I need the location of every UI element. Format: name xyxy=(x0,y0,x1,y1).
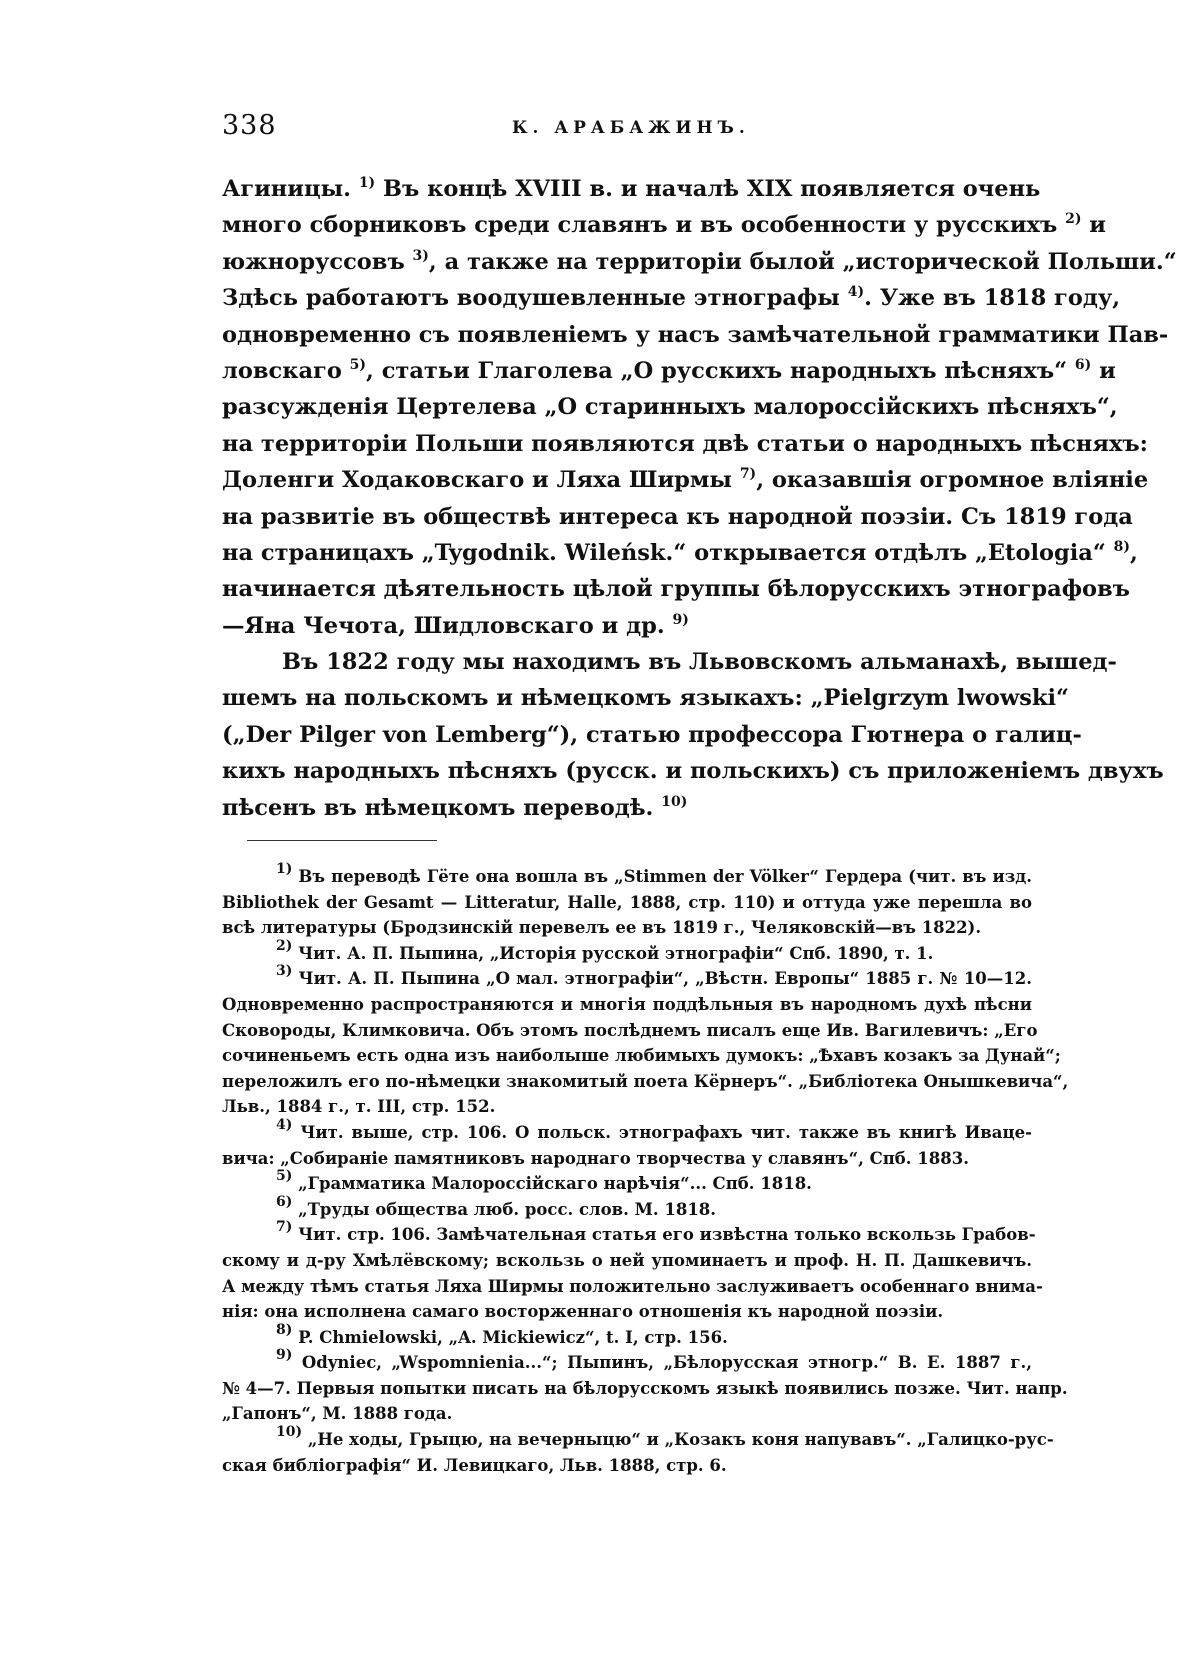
footnote-marker: 4) xyxy=(276,1116,293,1133)
footnote-marker: 1) xyxy=(276,861,293,877)
text-run: шемъ на польскомъ и нѣмецкомъ языкахъ: „Pielgrzym lwowski“ xyxy=(222,685,1069,712)
text-run: всѣ литературы (Бродзинскій перевелъ ее въ 1819 г., Челяковскій—въ 1822). xyxy=(222,918,982,938)
text-run: пѣсенъ въ нѣмецкомъ переводѣ. xyxy=(222,794,662,821)
text-line xyxy=(222,244,1177,280)
footnote-marker: 3) xyxy=(276,963,293,980)
text-line xyxy=(222,280,1121,316)
text-line xyxy=(222,171,1041,207)
footnote-marker: 8) xyxy=(1113,538,1131,555)
footnote-line xyxy=(222,963,1032,992)
text-run: Въ 1822 году мы находимъ въ Львовскомъ альманахѣ, вышед- xyxy=(282,649,1117,676)
footnote-line xyxy=(222,1043,1061,1069)
text-run: , а также на территоріи былой „исторической Польши.“ xyxy=(428,248,1177,275)
text-run: много сборниковъ среди славянъ и въ особенности у русскихъ xyxy=(222,212,1066,239)
footnote-marker: 10) xyxy=(276,1424,303,1441)
text-line xyxy=(222,644,1117,680)
footnote-marker: 6) xyxy=(276,1193,293,1210)
text-line xyxy=(222,207,1106,243)
footnote-marker: 1) xyxy=(358,175,376,191)
text-run: , статьи Глаголева „О русскихъ народныхъ пѣсняхъ“ xyxy=(366,357,1075,384)
text-line xyxy=(222,790,1032,826)
text-run: Чит. выше, стр. 106. О польск. этнографахъ чит. также въ книгѣ Иваце- xyxy=(292,1122,1032,1142)
text-run: Доленги Ходаковскаго и Ляха Ширмы xyxy=(222,467,740,494)
text-line xyxy=(222,680,1069,716)
footnote-line xyxy=(222,861,1032,890)
footnote-line xyxy=(222,1347,1032,1376)
text-run: ская библіографія“ И. Левицкаго, Льв. 1888, стр. 6. xyxy=(222,1455,727,1475)
text-line xyxy=(222,317,1169,353)
text-run: на страницахъ „Tygodnik. Wileńsk.“ открывается отдѣлъ „Etologia“ xyxy=(222,539,1114,566)
footnote-marker: 2) xyxy=(1065,211,1082,228)
text-run: —Яна Чечота, Шидловскаго и др. xyxy=(222,612,673,639)
text-line xyxy=(222,499,1133,535)
text-run: „Труды общества люб. росс. слов. М. 1818. xyxy=(292,1199,717,1219)
footnote-marker: 9) xyxy=(672,611,689,628)
text-run: Въ концѣ XVIII в. и началѣ XIX появляется очень xyxy=(375,176,1041,202)
text-line xyxy=(222,571,1130,607)
text-run: на территоріи Польши появляются двѣ статьи о народныхъ пѣсняхъ: xyxy=(222,430,1148,457)
page-header xyxy=(222,110,1032,150)
footnote-line xyxy=(222,1321,1032,1351)
footnote-line xyxy=(222,1018,1038,1044)
text-line xyxy=(222,353,1116,389)
footnote-line xyxy=(222,937,1032,967)
text-run: южноруссовъ xyxy=(222,248,413,275)
text-run: Одновременно распространяются и многія поддѣльныя въ народномъ духѣ пѣсни xyxy=(222,994,1032,1014)
text-run: Чит. А. П. Пыпина, „Исторія русской этнографіи“ Спб. 1890, т. 1. xyxy=(292,943,934,963)
footnote-marker: 7) xyxy=(276,1219,293,1236)
text-run: и xyxy=(1081,212,1106,239)
footnote-line xyxy=(222,1116,1032,1146)
footnote-line xyxy=(222,1376,1068,1402)
text-run: P. Chmielowski, „A. Mickiewicz“, t. I, стр. 156. xyxy=(292,1327,728,1347)
text-run: Bibliothek der Gesamt — Litteratur, Halle, 1888, стр. 110) и оттуда уже перешла во xyxy=(222,892,1032,912)
text-line xyxy=(222,426,1148,462)
text-line xyxy=(222,462,1149,498)
text-run: „Не ходы, Грыцю, на вечерныцю“ и „Козакъ коня напувавъ“. „Галицко-рус- xyxy=(302,1430,1054,1450)
footnote-marker: 9) xyxy=(276,1347,293,1364)
text-run: Сковороды, Климковича. Объ этомъ послѣднемъ писалъ еще Ив. Вагилевичъ: „Его xyxy=(222,1020,1038,1040)
footnote-line xyxy=(222,1094,1032,1120)
text-run: и xyxy=(1091,357,1116,384)
text-run: . Уже въ 1818 году, xyxy=(864,285,1121,312)
footnote-line xyxy=(222,1069,1069,1095)
footnote-line xyxy=(222,1219,1036,1248)
text-run: вича: „Собираніе памятниковъ народнаго творчества у славянъ“, Спб. 1883. xyxy=(222,1148,969,1168)
text-line xyxy=(222,389,1118,425)
text-run: Чит. стр. 106. Замѣчательная статья его извѣстна только вскользь Грабов- xyxy=(292,1225,1036,1245)
text-line xyxy=(222,535,1138,571)
text-run: Въ переводѣ Гёте она вошла въ „Stimmen der Völker“ Гердера (чит. въ изд. xyxy=(292,867,1032,886)
footnote-line xyxy=(222,1146,1032,1172)
footnote-line xyxy=(222,1248,1032,1274)
footnote-divider xyxy=(247,840,437,841)
footnote-marker: 3) xyxy=(412,247,429,264)
text-run: Чит. А. П. Пыпина „О мал. этнографіи“, „Вѣстн. Европы“ 1885 г. № 10—12. xyxy=(292,969,1032,989)
text-run: („Der Pilger von Lemberg“), статью профессора Гютнера о галиц- xyxy=(222,721,1082,748)
text-run: „Грамматика Малороссійскаго нарѣчія“... Спб. 1818. xyxy=(292,1174,812,1194)
text-run: Агиницы. xyxy=(222,176,359,202)
text-line xyxy=(222,753,1164,789)
footnote-line xyxy=(222,915,1032,941)
footnote-line xyxy=(222,1299,1032,1325)
page-number: 338 xyxy=(222,110,277,141)
text-run: , xyxy=(1130,539,1138,566)
footnote-line xyxy=(222,1193,1032,1223)
footnote-marker: 2) xyxy=(276,937,293,954)
text-run: Odyniec, „Wspomnienia...“; Пыпинъ, „Бѣлорусская этногр.“ В. Е. 1887 г., xyxy=(292,1353,1032,1373)
text-run: Льв., 1884 г., т. III, стр. 152. xyxy=(222,1097,496,1117)
footnote-line xyxy=(222,1453,1032,1479)
main-text xyxy=(222,171,1177,826)
footnote-marker: 5) xyxy=(349,356,367,373)
text-run: на развитіе въ обществѣ интереса къ народной поэзіи. Съ 1819 года xyxy=(222,503,1133,530)
text-run: кихъ народныхъ пѣсняхъ (русск. и польскихъ) съ приложеніемъ двухъ xyxy=(222,758,1164,785)
footnote-marker: 6) xyxy=(1074,356,1092,373)
text-run: , оказавшія огромное вліяніе xyxy=(756,467,1149,494)
footnote-line xyxy=(222,890,1032,916)
footnote-line xyxy=(222,992,1032,1018)
text-run: одновременно съ появленіемъ у насъ замѣчательной грамматики Пав- xyxy=(222,321,1169,348)
footnote-line xyxy=(222,1424,1054,1453)
footnote-marker: 4) xyxy=(847,284,865,301)
footnote-marker: 7) xyxy=(739,466,757,483)
text-line xyxy=(222,717,1082,753)
text-run: нія: она исполнена самаго восторженнаго отношенія къ народной поэзіи. xyxy=(222,1302,944,1322)
text-run: А между тѣмъ статья Ляха Ширмы положительно заслуживаетъ особеннаго внима- xyxy=(222,1276,1043,1296)
text-line xyxy=(222,608,1032,644)
text-run: сочиненьемъ есть одна изъ наиболыше любимыхъ думокъ: „Ѣхавъ козакъ за Дунай“; xyxy=(222,1046,1061,1066)
text-run: ловскаго xyxy=(222,357,350,384)
footnotes xyxy=(222,861,1069,1478)
footnote-marker: 8) xyxy=(276,1321,293,1338)
text-run: „Гапонъ“, М. 1888 года. xyxy=(222,1404,453,1424)
footnote-marker: 5) xyxy=(276,1168,293,1185)
footnote-line xyxy=(222,1168,1032,1197)
text-run: начинается дѣятельность цѣлой группы бѣлорусскихъ этнографовъ xyxy=(222,576,1130,603)
footnote-line xyxy=(222,1274,1043,1300)
text-run: Здѣсь работаютъ воодушевленные этнографы xyxy=(222,285,848,312)
text-run: № 4—7. Первыя попытки писать на бѣлорусскомъ языкѣ появились позже. Чит. напр. xyxy=(222,1378,1068,1398)
footnote-marker: 10) xyxy=(661,793,688,810)
footnote-line xyxy=(222,1401,1032,1427)
text-run: скому и д-ру Хмѣлёвскому; вскользь о ней упоминаетъ и проф. Н. П. Дашкевичъ. xyxy=(222,1250,1032,1270)
text-run: переложилъ его по-нѣмецки знакомитый поета Кёрнеръ“. „Библіотека Онышкевича“, xyxy=(222,1071,1069,1091)
running-head: К. АРАБАЖИНЪ. xyxy=(512,118,750,138)
text-run: разсужденія Цертелева „О старинныхъ малороссійскихъ пѣсняхъ“, xyxy=(222,394,1118,421)
